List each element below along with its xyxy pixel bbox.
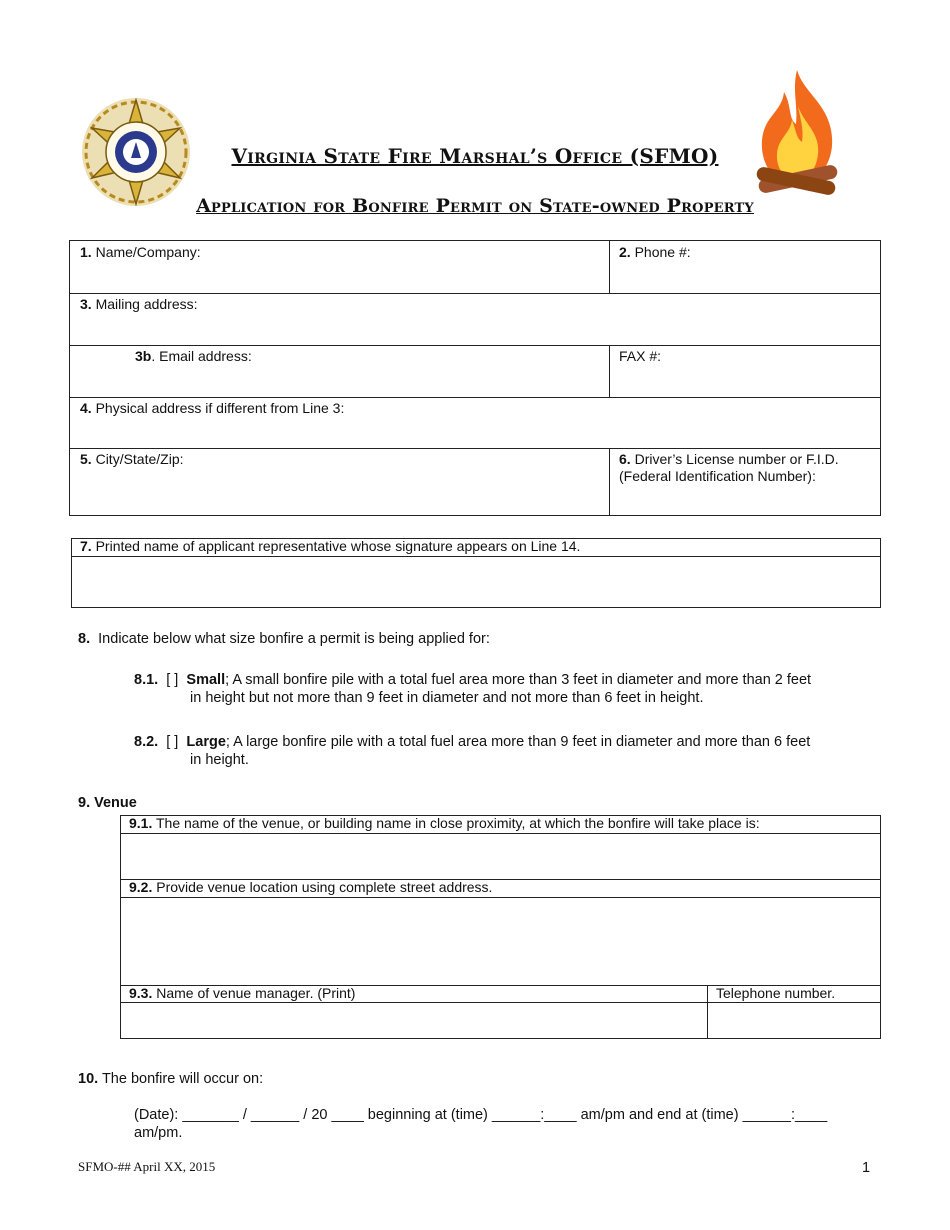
- bonfire-date-prompt: 10. The bonfire will occur on:: [78, 1071, 264, 1087]
- city-state-zip-field[interactable]: 5. City/State/Zip:: [80, 451, 184, 467]
- name-company-field[interactable]: 1. Name/Company:: [80, 244, 201, 260]
- representative-name-table: [71, 538, 881, 608]
- applicant-info-table: [69, 240, 881, 516]
- office-title: Virginia State Fire Marshal’s Office (SFMO): [231, 144, 719, 168]
- representative-name-input[interactable]: [72, 557, 880, 607]
- bonfire-icon: [752, 66, 842, 198]
- drivers-license-fid-field[interactable]: 6. Driver’s License number or F.I.D. (Federal Identification Number):: [619, 451, 839, 484]
- bonfire-date-time-line2: am/pm.: [134, 1125, 183, 1141]
- venue-manager-input[interactable]: [121, 1003, 707, 1038]
- physical-address-field[interactable]: 4. Physical address if different from Line 3:: [80, 400, 345, 416]
- option-large[interactable]: 8.2. [ ] Large; A large bonfire pile with a total fuel area more than 9 feet in diameter and more than 6 feet: [134, 734, 811, 750]
- option-small-line2: in height but not more than 9 feet in diameter and not more than 6 feet in height.: [190, 690, 704, 706]
- venue-location-label: 9.2. Provide venue location using complete street address.: [129, 879, 493, 895]
- mailing-address-field[interactable]: 3. Mailing address:: [80, 296, 198, 312]
- large-checkbox[interactable]: [ ]: [166, 734, 179, 750]
- venue-location-input[interactable]: [121, 898, 880, 985]
- small-checkbox[interactable]: [ ]: [166, 672, 179, 688]
- venue-name-input[interactable]: [121, 834, 880, 879]
- section-8-prompt: 8. Indicate below what size bonfire a permit is being applied for:: [78, 631, 490, 647]
- phone-field[interactable]: 2. Phone #:: [619, 244, 691, 260]
- representative-name-label: 7. Printed name of applicant representative whose signature appears on Line 14.: [80, 538, 581, 554]
- venue-name-label: 9.1. The name of the venue, or building name in close proximity, at which the bonfire will take place is:: [129, 815, 760, 831]
- option-large-line2: in height.: [190, 752, 249, 768]
- venue-phone-label: Telephone number.: [716, 985, 836, 1001]
- fax-field[interactable]: FAX #:: [619, 348, 662, 364]
- venue-phone-input[interactable]: [708, 1003, 880, 1038]
- form-title: Application for Bonfire Permit on State-owned Property: [196, 195, 754, 217]
- venue-manager-label: 9.3. Name of venue manager. (Print): [129, 985, 356, 1001]
- option-small[interactable]: 8.1. [ ] Small; A small bonfire pile with a total fuel area more than 3 feet in diameter and more than 2 feet: [134, 672, 812, 688]
- form-id: SFMO-## April XX, 2015: [78, 1159, 216, 1174]
- venue-table: [120, 815, 881, 1039]
- email-address-field[interactable]: 3b. Email address:: [135, 348, 252, 364]
- venue-heading: 9. Venue: [78, 795, 137, 811]
- page-number: 1: [862, 1160, 871, 1176]
- bonfire-date-time-line[interactable]: (Date): _______ / ______ / 20 ____ beginning at (time) ______:____ am/pm and end at (time) ______:____: [134, 1107, 828, 1123]
